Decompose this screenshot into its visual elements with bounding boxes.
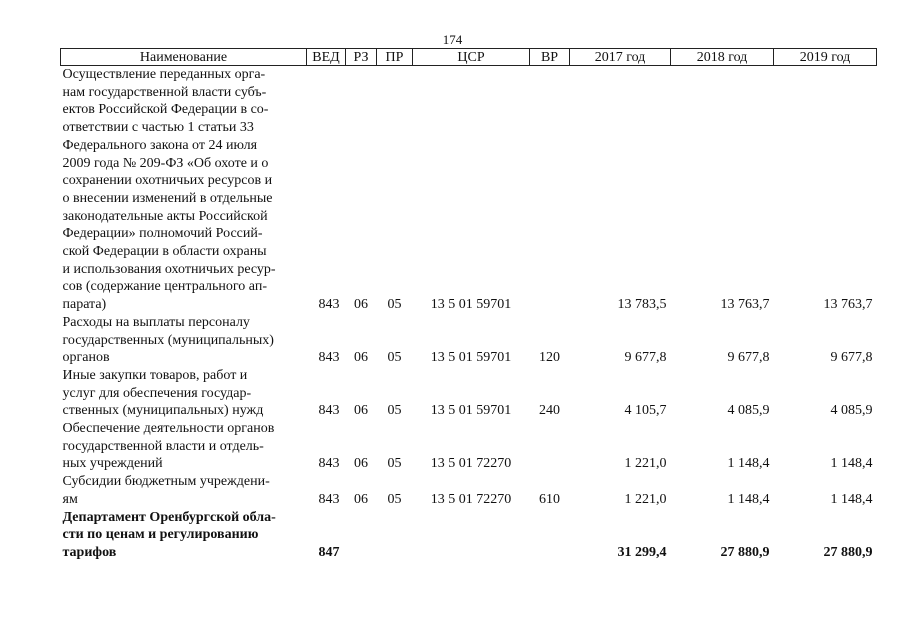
row-value-2017: 1 221,0 [624, 456, 667, 472]
table-row [61, 66, 877, 314]
row-rz: 06 [354, 350, 368, 366]
row-csr: 13 5 01 59701 [430, 350, 512, 366]
row-value-2017: 13 783,5 [617, 297, 667, 313]
header-ved: ВЕД [307, 49, 346, 66]
row-value-2017: 9 677,8 [624, 350, 667, 366]
row-pr: 05 [387, 491, 402, 507]
row-value-2018: 27 880,9 [720, 544, 770, 560]
header-rz: РЗ [346, 49, 377, 66]
row-name-line: ных учреждений [62, 456, 163, 472]
page-number: 174 [442, 32, 463, 47]
header-2018: 2018 год [671, 49, 774, 66]
row-name-line: ям [62, 491, 78, 507]
row-rz: 06 [354, 403, 368, 419]
row-name-line: ственных (муниципальных) нужд [62, 403, 264, 419]
row-name-line: Иные закупки товаров, работ и [62, 367, 248, 383]
row-ved: 843 [318, 297, 340, 313]
row-value-2018: 13 763,7 [720, 297, 770, 313]
row-name-line: Обеспечение деятельности органов [62, 421, 275, 437]
row-name-line: нам государственной власти субъ- [62, 84, 267, 100]
row-name-line: сов (содержание центрального ап- [62, 279, 267, 295]
row-ved: 843 [318, 456, 340, 472]
row-name-line: государственной власти и отдель- [62, 438, 264, 454]
row-vr: 610 [539, 491, 560, 507]
row-name-line: тарифов [62, 544, 117, 560]
row-name [61, 473, 307, 508]
row-pr [377, 509, 413, 562]
table-row [61, 473, 877, 508]
row-name [61, 509, 307, 562]
row-value-2019: 27 880,9 [823, 544, 873, 560]
header-name: Наименование [61, 49, 307, 66]
table-body [61, 66, 877, 562]
row-csr: 13 5 01 72270 [430, 491, 512, 507]
row-name-line: органов [62, 350, 110, 366]
header-csr: ЦСР [413, 49, 530, 66]
header-vr: ВР [530, 49, 570, 66]
header-2017: 2017 год [570, 49, 671, 66]
table-row [61, 509, 877, 562]
row-name-line: Субсидии бюджетным учреждени- [62, 474, 270, 490]
row-name-line: парата) [62, 297, 107, 313]
row-name [61, 314, 307, 367]
row-ved: 843 [318, 350, 340, 366]
row-rz: 06 [354, 456, 368, 472]
row-value-2018: 9 677,8 [727, 350, 770, 366]
row-name-line: ской Федерации в области охраны [62, 244, 267, 260]
row-name-line: законодательные акты Российской [62, 208, 268, 224]
row-name [61, 66, 307, 314]
row-name-line: сохранении охотничьих ресурсов и [62, 173, 273, 189]
row-value-2018: 1 148,4 [727, 456, 770, 472]
header-pr: ПР [377, 49, 413, 66]
row-ved: 843 [318, 491, 340, 507]
row-csr [413, 509, 530, 562]
row-value-2019: 9 677,8 [830, 350, 873, 366]
row-value-2019: 13 763,7 [823, 297, 873, 313]
row-name-line: государственных (муниципальных) [62, 332, 274, 348]
row-name-line: Федерации» полномочий Россий- [62, 226, 263, 242]
row-pr: 05 [387, 403, 402, 419]
row-vr: 240 [539, 403, 560, 419]
row-value-2019: 4 085,9 [830, 403, 873, 419]
row-rz: 06 [354, 491, 368, 507]
row-name [61, 367, 307, 420]
row-ved: 847 [318, 544, 340, 560]
row-vr: 120 [539, 350, 560, 366]
header-row [61, 49, 877, 66]
row-csr: 13 5 01 59701 [430, 297, 512, 313]
row-name-line: Департамент Оренбургской обла- [62, 509, 276, 525]
row-pr: 05 [387, 350, 402, 366]
row-value-2017: 31 299,4 [617, 544, 667, 560]
row-name-line: Расходы на выплаты персоналу [62, 314, 250, 330]
row-pr: 05 [387, 297, 402, 313]
row-name-line: о внесении изменений в отдельные [62, 190, 273, 206]
row-name-line: 2009 года № 209-ФЗ «Об охоте и о [62, 155, 269, 171]
table-row [61, 420, 877, 473]
header-2019: 2019 год [774, 49, 877, 66]
row-name [61, 420, 307, 473]
table-header [61, 49, 877, 66]
row-rz [346, 509, 377, 562]
row-name-line: Осуществление переданных орга- [62, 67, 266, 82]
row-csr: 13 5 01 59701 [430, 403, 512, 419]
budget-table [60, 48, 877, 562]
row-ved: 843 [318, 403, 340, 419]
row-csr: 13 5 01 72270 [430, 456, 512, 472]
row-pr: 05 [387, 456, 402, 472]
row-value-2017: 4 105,7 [624, 403, 667, 419]
row-vr [530, 420, 570, 473]
row-name-line: и использования охотничьих ресур- [62, 261, 276, 277]
table-row [61, 367, 877, 420]
row-value-2018: 4 085,9 [727, 403, 770, 419]
table-row [61, 314, 877, 367]
row-name-line: Федерального закона от 24 июля [62, 137, 258, 153]
row-name-line: ектов Российской Федерации в со- [62, 102, 269, 118]
row-vr [530, 66, 570, 314]
row-value-2019: 1 148,4 [830, 456, 873, 472]
row-name-line: ответствии с частью 1 статьи 33 [62, 120, 254, 136]
row-value-2017: 1 221,0 [624, 491, 667, 507]
row-value-2018: 1 148,4 [727, 491, 770, 507]
row-name-line: услуг для обеспечения государ- [62, 385, 252, 401]
row-vr [530, 509, 570, 562]
row-value-2019: 1 148,4 [830, 491, 873, 507]
row-rz: 06 [354, 297, 368, 313]
row-name-line: сти по ценам и регулированию [62, 527, 259, 543]
